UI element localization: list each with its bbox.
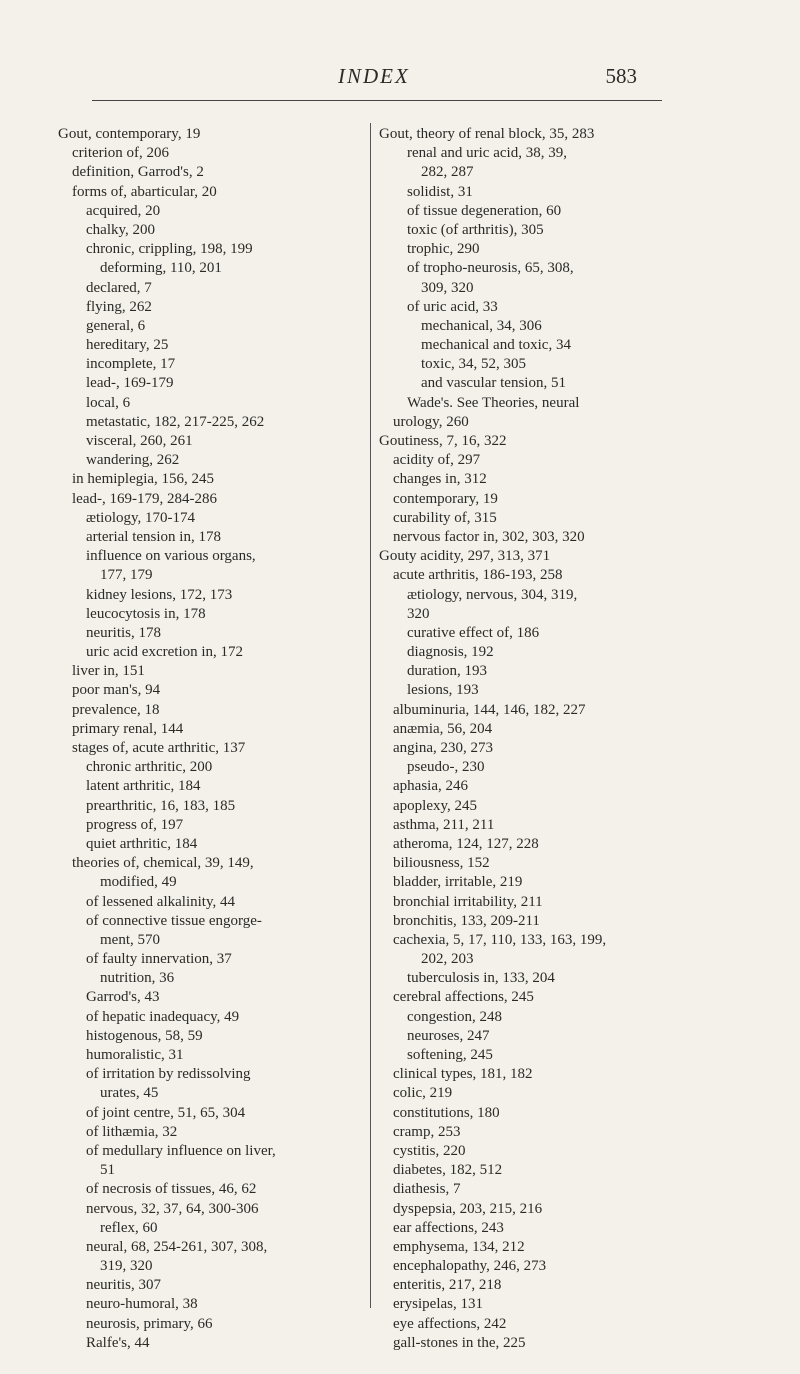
index-entry: acidity of, 297 xyxy=(393,452,481,469)
index-entry: clinical types, 181, 182 xyxy=(393,1066,533,1083)
index-entry: acquired, 20 xyxy=(86,202,161,219)
index-entry: poor man's, 94 xyxy=(72,682,161,699)
index-entry: eye affections, 242 xyxy=(393,1315,507,1332)
index-entry: modified, 49 xyxy=(100,874,177,891)
index-entry: apoplexy, 245 xyxy=(393,797,478,814)
index-entry: quiet arthritic, 184 xyxy=(86,835,198,852)
index-entry: congestion, 248 xyxy=(407,1008,502,1025)
index-entry: curative effect of, 186 xyxy=(407,624,540,641)
running-title: INDEX xyxy=(338,64,410,88)
index-entry: contemporary, 19 xyxy=(393,490,498,507)
index-entry: incomplete, 17 xyxy=(86,356,176,373)
index-entry: Wade's. See Theories, neural xyxy=(407,394,580,411)
index-entry: of uric acid, 33 xyxy=(407,298,498,315)
index-entry: 320 xyxy=(407,605,430,622)
running-header xyxy=(0,60,800,104)
index-entry: progress of, 197 xyxy=(86,816,184,833)
index-entry: of lessened alkalinity, 44 xyxy=(86,893,235,910)
index-entry: hereditary, 25 xyxy=(86,337,169,354)
index-entry: toxic (of arthritis), 305 xyxy=(407,221,544,238)
index-entry: nutrition, 36 xyxy=(100,970,175,987)
index-entry: kidney lesions, 172, 173 xyxy=(86,586,233,603)
index-entry: prearthritic, 16, 183, 185 xyxy=(86,797,236,814)
index-entry: softening, 245 xyxy=(407,1047,493,1063)
index-entry: lesions, 193 xyxy=(407,682,479,699)
index-entry: general, 6 xyxy=(86,317,146,334)
index-column-left xyxy=(58,125,368,1353)
index-entry: Gout, contemporary, 19 xyxy=(58,126,201,142)
index-entry: 177, 179 xyxy=(100,567,153,584)
index-entry: albuminuria, 144, 146, 182, 227 xyxy=(393,701,586,718)
header-rule xyxy=(92,100,662,101)
index-entry: humoralistic, 31 xyxy=(86,1047,184,1063)
index-entry: trophic, 290 xyxy=(407,241,480,258)
index-entry: declared, 7 xyxy=(86,279,152,296)
index-entry: cachexia, 5, 17, 110, 133, 163, 199, xyxy=(393,931,607,948)
index-entry: toxic, 34, 52, 305 xyxy=(421,356,526,373)
index-entry: latent arthritic, 184 xyxy=(86,778,201,795)
index-entry: asthma, 211, 211 xyxy=(393,816,495,833)
index-entry: curability of, 315 xyxy=(393,509,497,526)
index-entry: mechanical, 34, 306 xyxy=(421,317,542,334)
index-entry: Gouty acidity, 297, 313, 371 xyxy=(379,548,551,565)
index-entry: and vascular tension, 51 xyxy=(421,375,566,392)
index-entry: of necrosis of tissues, 46, 62 xyxy=(86,1181,257,1198)
index-entry: angina, 230, 273 xyxy=(393,740,493,756)
index-entry: local, 6 xyxy=(86,394,131,411)
index-entry: urates, 45 xyxy=(100,1085,159,1102)
index-column-right xyxy=(379,125,709,1353)
index-entry: erysipelas, 131 xyxy=(393,1296,483,1313)
index-entry: in hemiplegia, 156, 245 xyxy=(72,471,215,488)
index-entry: aphasia, 246 xyxy=(393,778,468,795)
index-entry: chronic arthritic, 200 xyxy=(86,759,213,776)
index-entry: cystitis, 220 xyxy=(393,1142,466,1159)
index-entry: colic, 219 xyxy=(393,1085,453,1102)
index-entry: nervous, 32, 37, 64, 300-306 xyxy=(86,1200,259,1217)
index-entry: Ralfe's, 44 xyxy=(86,1334,150,1351)
index-entry: lead-, 169-179, 284-286 xyxy=(72,490,217,507)
index-entry: constitutions, 180 xyxy=(393,1104,500,1121)
index-entry: neuritis, 307 xyxy=(86,1277,161,1294)
index-entry: chronic, crippling, 198, 199 xyxy=(86,241,253,258)
index-entry: atheroma, 124, 127, 228 xyxy=(393,835,539,852)
index-entry: bladder, irritable, 219 xyxy=(393,874,523,891)
index-entry: of tissue degeneration, 60 xyxy=(407,202,562,219)
index-entry: reflex, 60 xyxy=(100,1219,158,1236)
index-entry: definition, Garrod's, 2 xyxy=(72,164,204,181)
index-entry: bronchitis, 133, 209-211 xyxy=(393,912,540,929)
index-entry: biliousness, 152 xyxy=(393,855,490,872)
index-entry: urology, 260 xyxy=(393,413,469,430)
index-entry: solidist, 31 xyxy=(407,183,473,200)
index-entry: primary renal, 144 xyxy=(72,720,184,737)
index-entry: mechanical and toxic, 34 xyxy=(421,337,571,354)
index-entry: of medullary influence on liver, xyxy=(86,1142,276,1159)
index-entry: neuritis, 178 xyxy=(86,624,161,641)
page-number: 583 xyxy=(605,64,637,88)
index-entry: encephalopathy, 246, 273 xyxy=(393,1258,547,1275)
index-entry: ætiology, 170-174 xyxy=(86,509,196,526)
index-entry: diabetes, 182, 512 xyxy=(393,1162,503,1179)
index-entry: ætiology, nervous, 304, 319, xyxy=(407,586,578,603)
index-entry: of lithæmia, 32 xyxy=(86,1123,178,1140)
index-entry: diathesis, 7 xyxy=(393,1181,461,1198)
index-entry: anæmia, 56, 204 xyxy=(393,720,493,737)
index-entry: of hepatic inadequacy, 49 xyxy=(86,1008,240,1025)
index-entry: chalky, 200 xyxy=(86,221,156,238)
index-entry: Garrod's, 43 xyxy=(86,989,160,1006)
index-entry: neuroses, 247 xyxy=(407,1027,490,1044)
column-divider xyxy=(370,123,371,1308)
index-entry: Gout, theory of renal block, 35, 283 xyxy=(379,126,595,142)
index-entry: neural, 68, 254-261, 307, 308, xyxy=(86,1238,268,1255)
index-entry: of faulty innervation, 37 xyxy=(86,951,232,968)
index-entry: Goutiness, 7, 16, 322 xyxy=(379,433,507,449)
index-entry: ment, 570 xyxy=(100,931,160,948)
index-entry: emphysema, 134, 212 xyxy=(393,1238,525,1255)
index-entry: of joint centre, 51, 65, 304 xyxy=(86,1104,246,1121)
index-entry: arterial tension in, 178 xyxy=(86,528,221,545)
index-entry: metastatic, 182, 217-225, 262 xyxy=(86,413,265,430)
index-entry: of tropho-neurosis, 65, 308, xyxy=(407,260,574,277)
index-entry: tuberculosis in, 133, 204 xyxy=(407,970,555,987)
index-entry: 282, 287 xyxy=(421,164,474,181)
index-entry: gall-stones in the, 225 xyxy=(393,1334,526,1351)
index-entry: stages of, acute arthritic, 137 xyxy=(72,740,246,756)
index-entry: diagnosis, 192 xyxy=(407,644,494,661)
index-entry: bronchial irritability, 211 xyxy=(393,893,543,910)
index-entry: enteritis, 217, 218 xyxy=(393,1277,502,1294)
index-entry: changes in, 312 xyxy=(393,471,487,488)
index-entry: renal and uric acid, 38, 39, xyxy=(407,145,567,162)
index-entry: ear affections, 243 xyxy=(393,1219,504,1236)
index-entry: cerebral affections, 245 xyxy=(393,989,534,1006)
index-entry: histogenous, 58, 59 xyxy=(86,1027,203,1044)
index-entry: of connective tissue engorge- xyxy=(86,912,262,929)
index-entry: acute arthritis, 186-193, 258 xyxy=(393,567,563,584)
index-entry: deforming, 110, 201 xyxy=(100,260,222,277)
index-entry: liver in, 151 xyxy=(72,663,145,680)
index-entry: nervous factor in, 302, 303, 320 xyxy=(393,528,585,545)
index-entry: 202, 203 xyxy=(421,951,474,968)
index-entry: dyspepsia, 203, 215, 216 xyxy=(393,1200,543,1217)
index-entry: forms of, abarticular, 20 xyxy=(72,183,217,200)
index-entry: lead-, 169-179 xyxy=(86,375,174,392)
index-entry: duration, 193 xyxy=(407,663,487,680)
index-entry: 319, 320 xyxy=(100,1258,153,1275)
index-entry: leucocytosis in, 178 xyxy=(86,605,206,622)
index-entry: visceral, 260, 261 xyxy=(86,433,193,449)
index-entry: 309, 320 xyxy=(421,279,474,296)
index-entry: flying, 262 xyxy=(86,298,152,315)
index-entry: of irritation by redissolving xyxy=(86,1066,251,1083)
index-entry: pseudo-, 230 xyxy=(407,759,485,776)
index-entry: wandering, 262 xyxy=(86,452,180,469)
index-entry: uric acid excretion in, 172 xyxy=(86,644,244,661)
index-entry: prevalence, 18 xyxy=(72,701,160,718)
index-entry: 51 xyxy=(100,1162,115,1179)
index-entry: cramp, 253 xyxy=(393,1123,461,1140)
index-entry: neurosis, primary, 66 xyxy=(86,1315,213,1332)
index-entry: theories of, chemical, 39, 149, xyxy=(72,855,254,872)
index-entry: neuro-humoral, 38 xyxy=(86,1296,198,1313)
index-entry: influence on various organs, xyxy=(86,548,256,565)
index-entry: criterion of, 206 xyxy=(72,145,170,162)
